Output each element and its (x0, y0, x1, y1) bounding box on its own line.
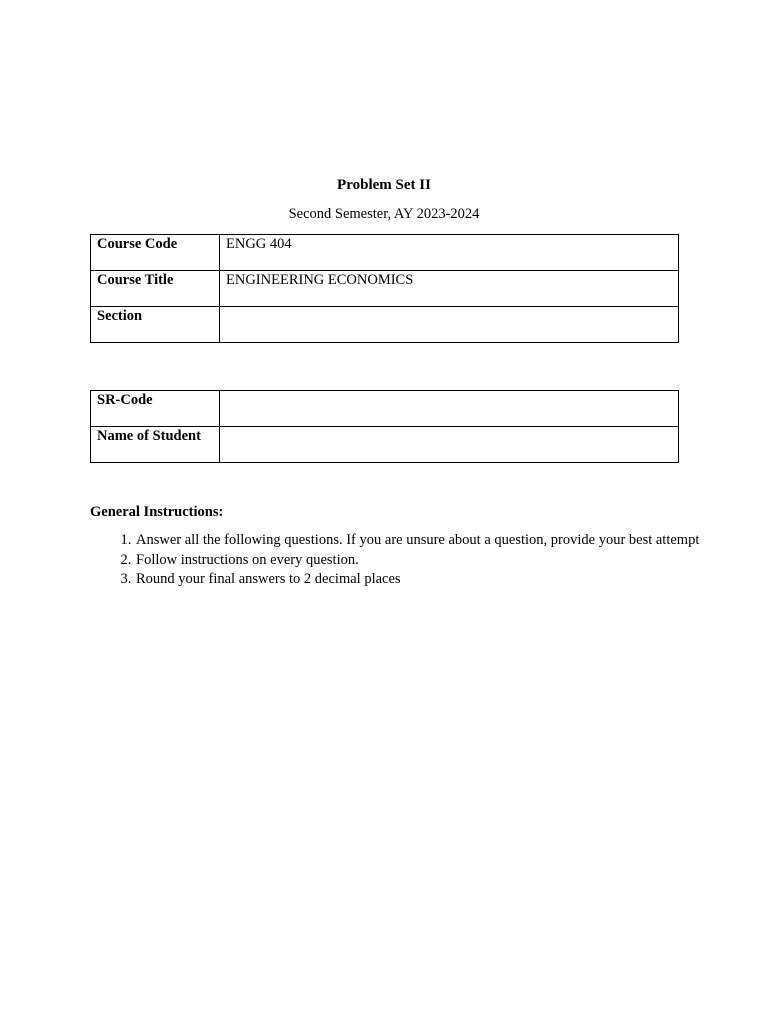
instructions-list (90, 531, 735, 590)
course-code-label: Course Code (91, 235, 220, 271)
course-title-value[interactable]: ENGINEERING ECONOMICS (220, 271, 679, 307)
sr-code-value[interactable] (220, 391, 679, 427)
list-item: 2. Follow instructions on every question. (135, 551, 735, 571)
student-info-table (90, 390, 679, 463)
table-row (91, 271, 679, 307)
course-title-label: Course Title (91, 271, 220, 307)
table-row (91, 235, 679, 271)
section-value[interactable] (220, 307, 679, 343)
table-row (91, 391, 679, 427)
table-row (91, 427, 679, 463)
course-code-value[interactable]: ENGG 404 (220, 235, 679, 271)
student-name-label: Name of Student (91, 427, 220, 463)
section-label: Section (91, 307, 220, 343)
student-name-value[interactable] (220, 427, 679, 463)
instructions-heading: General Instructions: (90, 504, 224, 520)
sr-code-label: SR-Code (91, 391, 220, 427)
table-row (91, 307, 679, 343)
page-subtitle: Second Semester, AY 2023-2024 (288, 206, 480, 222)
course-info-table (90, 234, 679, 343)
list-item: 1. Answer all the following questions. If you are unsure about a question, provide your best attempt (135, 531, 735, 551)
list-item: 3. Round your final answers to 2 decimal places (135, 570, 735, 590)
page-title: Problem Set II (337, 177, 431, 193)
